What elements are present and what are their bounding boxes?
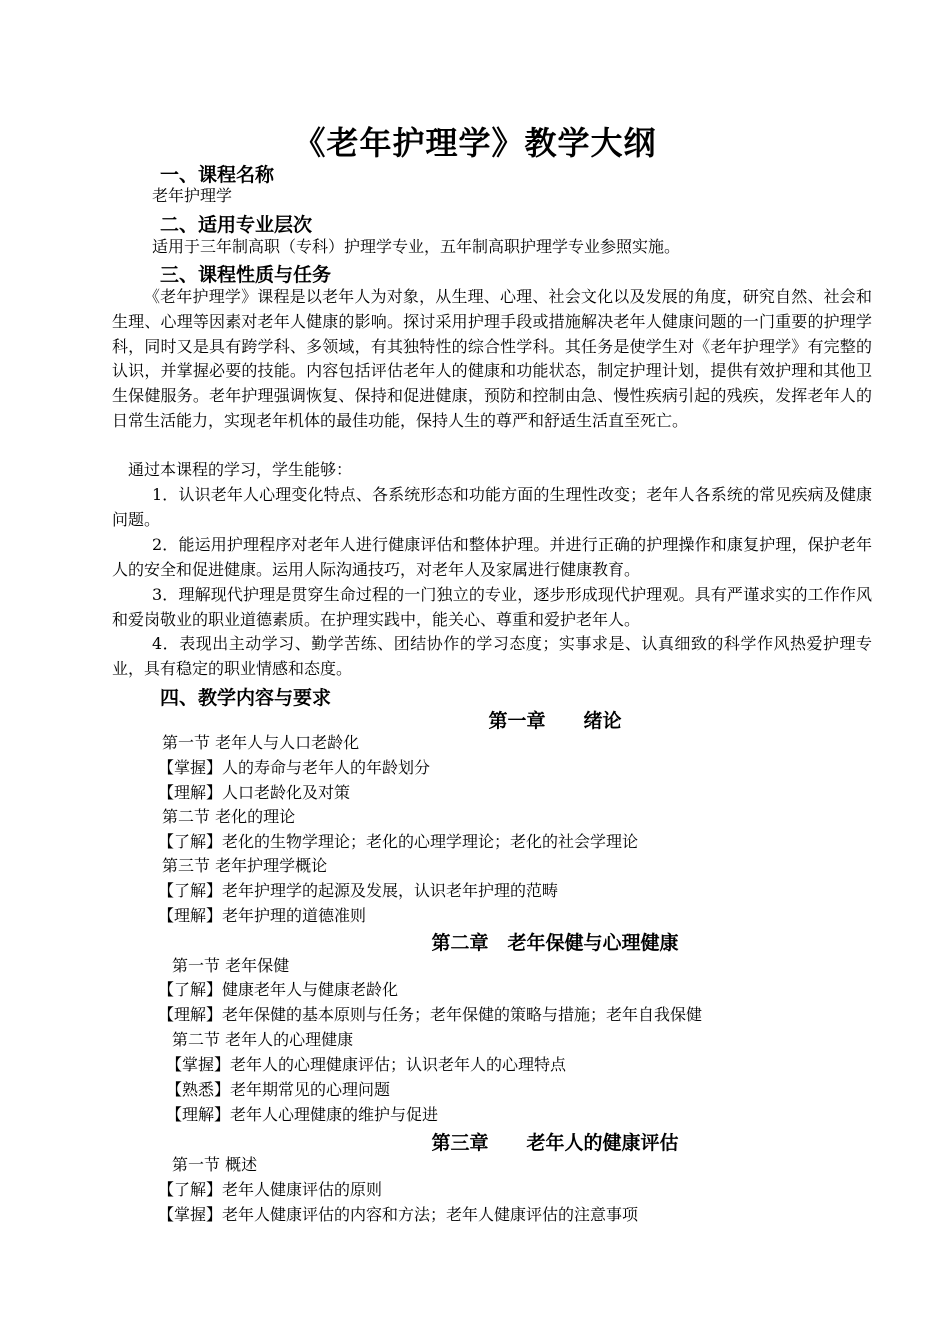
goal-item-4: 4．表现出主动学习、勤学苦练、团结协作的学习态度；实事求是、认真细致的科学作风热爱护理专业，具有稳定的职业情感和态度。 bbox=[112, 634, 872, 678]
chapter-1-line: 【了解】老年护理学的起源及发展，认识老年护理的范畴 bbox=[158, 881, 559, 900]
chapter-1-line: 第二节 老化的理论 bbox=[162, 807, 296, 826]
chapter-2-line: 【掌握】老年人的心理健康评估；认识老年人的心理特点 bbox=[166, 1055, 567, 1074]
chapter-1-line: 【了解】老化的生物学理论；老化的心理学理论；老化的社会学理论 bbox=[158, 832, 639, 851]
chapter-1-title: 第一章 绪论 bbox=[488, 710, 622, 732]
chapter-1-line: 第三节 老年护理学概论 bbox=[162, 856, 328, 875]
chapter-2-title: 第二章 老年保健与心理健康 bbox=[431, 932, 679, 954]
goal-item-1: 1．认识老年人心理变化特点、各系统形态和功能方面的生理性改变；老年人各系统的常见疾病及健康问题。 bbox=[112, 485, 872, 529]
section-2-body: 适用于三年制高职（专科）护理学专业，五年制高职护理学专业参照实施。 bbox=[152, 237, 681, 256]
chapter-2-line: 【熟悉】老年期常见的心理问题 bbox=[166, 1080, 391, 1099]
chapter-1-line: 【理解】人口老龄化及对策 bbox=[158, 783, 351, 802]
goal-item-2: 2．能运用护理程序对老年人进行健康评估和整体护理。并进行正确的护理操作和康复护理，保护老年人的安全和促进健康。运用人际沟通技巧，对老年人及家属进行健康教育。 bbox=[112, 535, 872, 579]
section-4-heading: 四、教学内容与要求 bbox=[160, 687, 332, 709]
section-1-body: 老年护理学 bbox=[152, 186, 233, 205]
chapter-2-line: 【理解】老年人心理健康的维护与促进 bbox=[166, 1105, 439, 1124]
chapter-1-line: 【掌握】人的寿命与老年人的年龄划分 bbox=[158, 758, 431, 777]
chapter-2-line: 【理解】老年保健的基本原则与任务；老年保健的策略与措施；老年自我保健 bbox=[158, 1005, 703, 1024]
chapter-3-line: 【了解】老年人健康评估的原则 bbox=[158, 1180, 383, 1199]
chapter-3-line: 【掌握】老年人健康评估的内容和方法；老年人健康评估的注意事项 bbox=[158, 1205, 639, 1224]
chapter-1-line: 第一节 老年人与人口老龄化 bbox=[162, 733, 360, 752]
chapter-3-title: 第三章 老年人的健康评估 bbox=[431, 1132, 679, 1154]
chapter-2-line: 【了解】健康老年人与健康老龄化 bbox=[158, 980, 399, 999]
section-1-heading: 一、课程名称 bbox=[160, 164, 275, 186]
chapter-2-line: 第一节 老年保健 bbox=[172, 956, 290, 975]
chapter-1-line: 【理解】老年护理的道德准则 bbox=[158, 906, 367, 925]
section-3-intro: 通过本课程的学习，学生能够： bbox=[128, 460, 353, 479]
section-3-heading: 三、课程性质与任务 bbox=[160, 264, 332, 286]
section-2-heading: 二、适用专业层次 bbox=[160, 214, 313, 236]
section-3-body: 《老年护理学》课程是以老年人为对象，从生理、心理、社会文化以及发展的角度，研究自然、社会和生理、心理等因素对老年人健康的影响。探讨采用护理手段或措施解决老年人健康问题的一门重要的护理学科，同时又是具有跨学科、多领域，有其独特性的综合性学科。其任务是使学生对《老年护理学》有完整的认识，并掌握必要的技能。内容包括评估老年人的健康和功能状态，制定护理计划，提供有效护理和其他卫生保健服务。老年护理强调恢复、保持和促进健康，预防和控制由急、慢性疾病引起的残疾，发挥老年人的日常生活能力，实现老年机体的最佳功能，保持人生的尊严和舒适生活直至死亡。 bbox=[112, 287, 872, 430]
chapter-2-line: 第二节 老年人的心理健康 bbox=[172, 1030, 354, 1049]
chapter-3-line: 第一节 概述 bbox=[172, 1155, 258, 1174]
goal-item-3: 3．理解现代护理是贯穿生命过程的一门独立的专业，逐步形成现代护理观。具有严谨求实的工作作风和爱岗敬业的职业道德素质。在护理实践中，能关心、尊重和爱护老年人。 bbox=[112, 585, 872, 629]
document-title: 《老年护理学》教学大纲 bbox=[293, 124, 657, 162]
